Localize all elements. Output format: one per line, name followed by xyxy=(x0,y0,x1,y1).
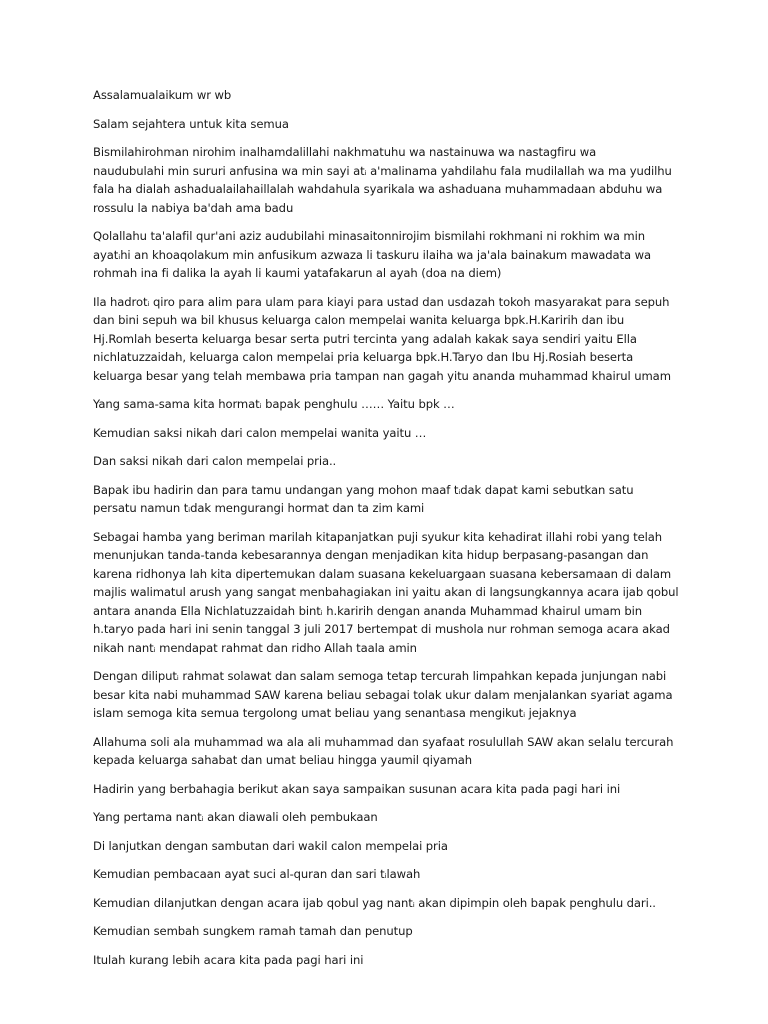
text-line: majlis walimatul arush yang sangat menbahagiakan ini yaitu akan di langsungkannya acara ijab qobul xyxy=(93,585,679,599)
text-line: Yang pertama nantᵢ akan diawali oleh pembukaan xyxy=(93,810,378,824)
text-line: h.taryo pada hari ini senin tanggal 3 juli 2017 bertempat di mushola nur rohman semoga acara akad xyxy=(93,622,670,636)
text-line: menunjukan tanda-tanda kebesarannya dengan menjadikan kita hidup berpasang-pasangan dan xyxy=(93,548,649,562)
text-line: Sebagai hamba yang beriman marilah kitapanjatkan puji syukur kita kehadirat illahi robi yang telah xyxy=(93,529,663,544)
paragraph-agenda-quran xyxy=(93,865,683,884)
paragraph-agenda-speech xyxy=(93,837,683,856)
text-line: Dan saksi nikah dari calon mempelai pria.. xyxy=(93,454,337,468)
text-line: Kemudian sembah sungkem ramah tamah dan penutup xyxy=(93,924,413,938)
paragraph-agenda-opening xyxy=(93,808,683,827)
text-line: kepada keluarga sahabat dan umat beliau hingga yaumil qiyamah xyxy=(93,753,473,767)
paragraph-agenda-intro xyxy=(93,780,683,799)
text-line: Ila hadrotᵢ qiro para alim para ulam para kiayi para ustad dan usdazah tokoh masyarakat para sepuh xyxy=(93,294,670,309)
document-body xyxy=(93,86,683,979)
text-line: Bismilahirohman nirohim inalhamdalillahi nakhmatuhu wa nastainuwa wa nastagfiru wa xyxy=(93,145,597,159)
paragraph-agenda-ijab-qobul xyxy=(93,894,683,913)
text-line: Bapak ibu hadirin dan para tamu undangan yang mohon maaf tᵢdak dapat kami sebutkan satu xyxy=(93,482,634,497)
text-line: Salam sejahtera untuk kita semua xyxy=(93,116,289,131)
text-line: Kemudian dilanjutkan dengan acara ijab qobul yag nantᵢ akan dipimpin oleh bapak penghulu dari.. xyxy=(93,895,656,910)
text-line: Hj.Romlah beserta keluarga besar serta putri tercinta yang adalah kakak saya sendiri yaitu Ella xyxy=(93,331,637,346)
text-line: besar kita nabi muhammad SAW karena beliau sebagai tolak ukur dalam menjalankan syariat agama xyxy=(93,687,673,702)
paragraph-gratitude xyxy=(93,528,683,658)
paragraph-honored-guests xyxy=(93,293,683,386)
text-line: Itulah kurang lebih acara kita pada pagi hari ini xyxy=(93,952,364,967)
text-line: karena ridhonya lah kita dipertemukan dalam suasana kekeluargaan suasana kebersamaan di dalam xyxy=(93,566,672,581)
text-line: keluarga besar yang telah membawa pria tampan nan gagah yitu ananda muhammad khairul umam xyxy=(93,368,671,383)
text-line: dan bini sepuh wa bil khusus keluarga calon mempelai wanita keluarga bpk.H.Karirih dan ibu xyxy=(93,313,625,327)
text-line: Kemudian pembacaan ayat suci al-quran dan sari tᵢlawah xyxy=(93,867,421,881)
paragraph-quran-verse xyxy=(93,227,683,283)
text-line: fala ha dialah ashadualailahaillalah wahdahula syarikala wa ashaduana muhammadaan abduhu wa xyxy=(93,182,663,196)
paragraph-greeting xyxy=(93,86,683,105)
text-line: rossulu la nabiya ba'dah ama badu xyxy=(93,200,294,215)
paragraph-apology xyxy=(93,481,683,518)
text-line: antara ananda Ella Nichlatuzzaidah bintᵢ h.karirih dengan ananda Muhammad khairul umam bin xyxy=(93,603,642,618)
text-line: rohmah ina fi dalika la ayah li kaumi yatafakarun al ayah (doa na diem) xyxy=(93,266,502,280)
text-line: persatu namun tᵢdak mengurangi hormat dan ta zim kami xyxy=(93,501,425,515)
paragraph-bismillah xyxy=(93,143,683,217)
text-line: Di lanjutkan dengan sambutan dari wakil calon mempelai pria xyxy=(93,838,448,853)
text-line: islam semoga kita semua tergolong umat beliau yang senantᵢasa mengikutᵢ jejaknya xyxy=(93,706,577,720)
text-line: Hadirin yang berbahagia berikut akan saya sampaikan susunan acara kita pada pagi hari ini xyxy=(93,781,621,796)
paragraph-solawat xyxy=(93,667,683,723)
paragraph-groom-witness xyxy=(93,452,683,471)
text-line: Allahuma soli ala muhammad wa ala ali muhammad dan syafaat rosulullah SAW akan selalu tercurah xyxy=(93,734,674,749)
text-line: Yang sama-sama kita hormatᵢ bapak penghulu …… Yaitu bpk … xyxy=(93,397,455,411)
text-line: naudubulahi min sururi anfusina wa min sayi atᵢ a'malinama yahdilahu fala mudilallah wa ma yudilhu xyxy=(93,163,672,178)
paragraph-agenda-summary xyxy=(93,951,683,970)
paragraph-penghulu xyxy=(93,395,683,414)
text-line: nichlatuzzaidah, keluarga calon mempelai pria keluarga bpk.H.Taryo dan Ibu Hj.Rosiah beserta xyxy=(93,350,634,364)
paragraph-allahuma xyxy=(93,733,683,770)
text-line: Qolallahu ta'alafil qur'ani aziz audubilahi minasaitonnirojim bismilahi rokhmani ni rokhim wa min xyxy=(93,229,645,243)
paragraph-salutation xyxy=(93,115,683,134)
text-line: nikah nantᵢ mendapat rahmat dan ridho Allah taala amin xyxy=(93,640,417,655)
text-line: Assalamualaikum wr wb xyxy=(93,88,232,102)
text-line: ayatᵢhi an khoaqolakum min anfusikum azwaza li taskuru ilaiha wa ja'ala bainakum mawadata wa xyxy=(93,247,651,262)
text-line: Kemudian saksi nikah dari calon mempelai wanita yaitu … xyxy=(93,425,427,440)
paragraph-agenda-closing xyxy=(93,922,683,941)
text-line: Dengan diliputᵢ rahmat solawat dan salam semoga tetap tercurah limpahkan kepada junjungan nabi xyxy=(93,669,667,683)
paragraph-bride-witness xyxy=(93,424,683,443)
